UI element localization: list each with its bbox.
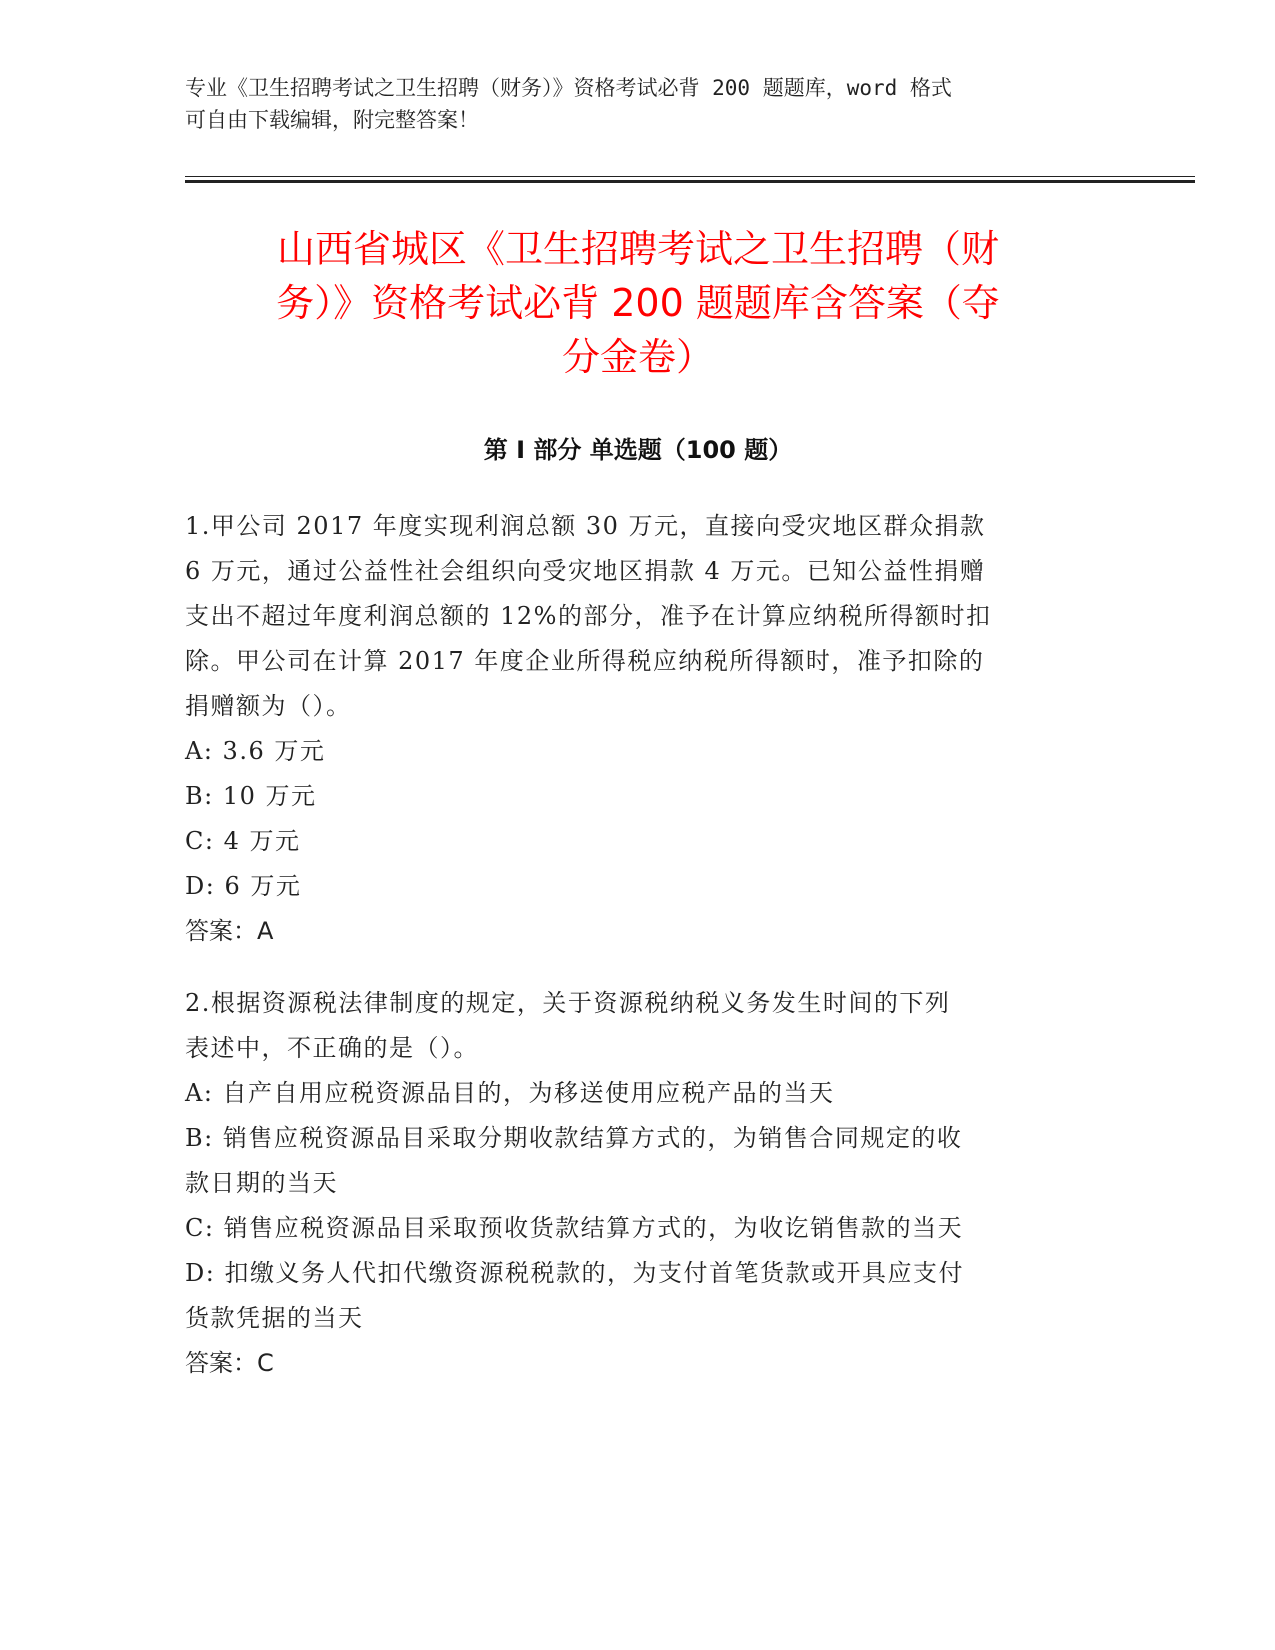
option-c: C: 4 万元 <box>185 827 301 855</box>
question-2 <box>185 981 1065 1386</box>
header-divider-thick <box>185 180 1195 183</box>
question-stem-line: 表述中，不正确的是（）。 <box>185 1034 479 1062</box>
question-stem-line: 2.根据资源税法律制度的规定，关于资源税纳税义务发生时间的下列 <box>185 989 951 1017</box>
option-b-continued: 款日期的当天 <box>185 1169 338 1197</box>
answer-label: 答案：C <box>185 1349 274 1377</box>
question-stem-line: 6 万元，通过公益性社会组织向受灾地区捐款 4 万元。已知公益性捐赠 <box>185 557 986 585</box>
question-stem-line: 除。甲公司在计算 2017 年度企业所得税应纳税所得额时，准予扣除的 <box>185 647 985 675</box>
header-note-line: 专业《卫生招聘考试之卫生招聘（财务）》资格考试必背 200 题题库，word 格式 <box>185 76 952 100</box>
option-b: B: 10 万元 <box>185 782 317 810</box>
option-b: B: 销售应税资源品目采取分期收款结算方式的，为销售合同规定的收 <box>185 1124 963 1152</box>
option-d: D: 扣缴义务人代扣代缴资源税税款的，为支付首笔货款或开具应支付 <box>185 1259 964 1287</box>
option-a: A: 3.6 万元 <box>185 737 326 765</box>
question-stem-line: 支出不超过年度利润总额的 12%的部分，准予在计算应纳税所得额时扣 <box>185 602 992 630</box>
option-d: D: 6 万元 <box>185 872 302 900</box>
question-1 <box>185 504 1065 954</box>
header-note-line: 可自由下载编辑，附完整答案！ <box>185 108 479 132</box>
option-c: C: 销售应税资源品目采取预收货款结算方式的，为收讫销售款的当天 <box>185 1214 964 1242</box>
answer-label: 答案：A <box>185 917 274 945</box>
document-title <box>185 222 1091 384</box>
section-heading: 第 I 部分 单选题（100 题） <box>483 436 793 464</box>
question-stem-line: 捐赠额为（）。 <box>185 692 352 720</box>
title-line: 分金卷） <box>561 335 714 379</box>
header-note <box>185 72 1065 136</box>
option-a: A: 自产自用应税资源品目的，为移送使用应税产品的当天 <box>185 1079 835 1107</box>
question-stem-line: 1.甲公司 2017 年度实现利润总额 30 万元，直接向受灾地区群众捐款 <box>185 512 986 540</box>
title-line: 山西省城区《卫生招聘考试之卫生招聘（财 <box>276 227 999 271</box>
option-d-continued: 货款凭据的当天 <box>185 1304 364 1332</box>
title-line: 务）》资格考试必背 200 题题库含答案（夺 <box>276 281 1000 325</box>
header-divider-thin <box>185 176 1195 177</box>
